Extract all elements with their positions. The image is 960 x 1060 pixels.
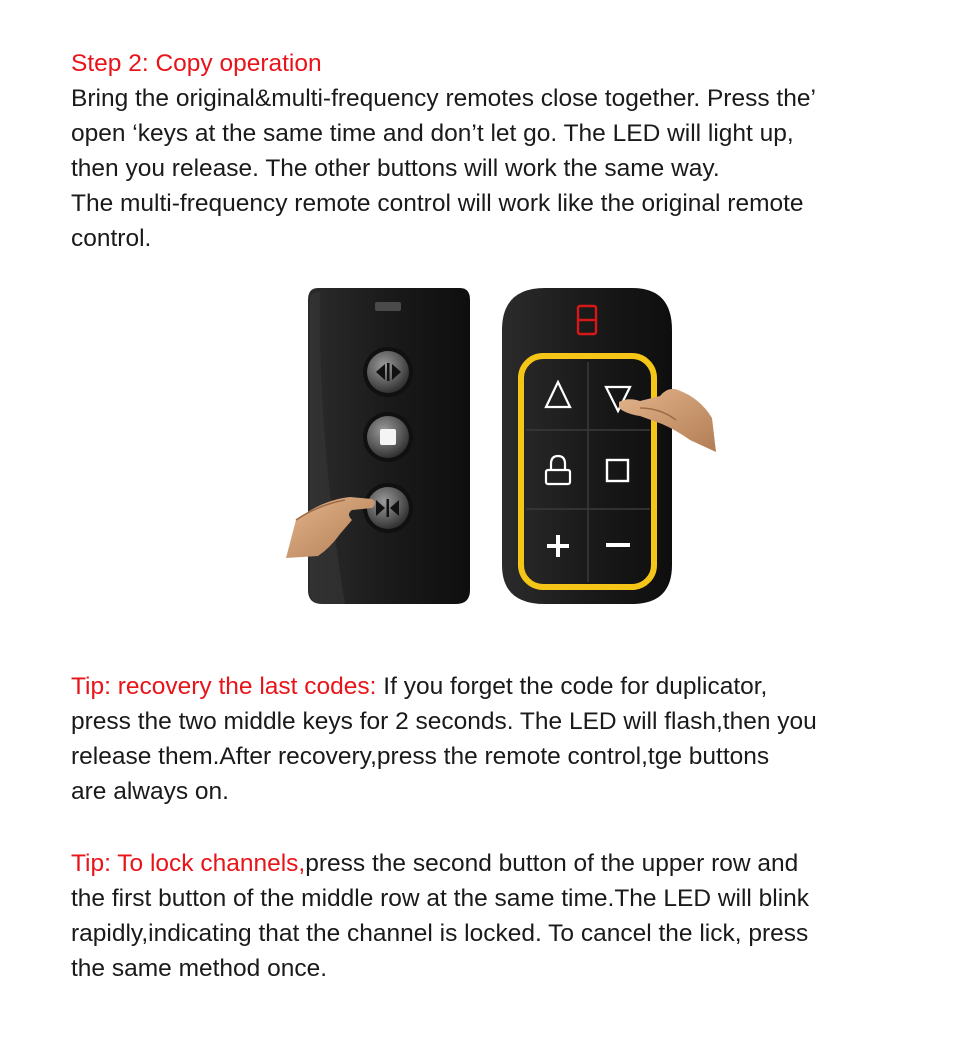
- tip-lock-section: [71, 846, 901, 986]
- tip-lock-line: rapidly,indicating that the channel is locked. To cancel the lick, press: [71, 920, 809, 947]
- tip-recovery-line: release them.After recovery,press the remote control,tge buttons: [71, 743, 770, 770]
- tip-recovery-text: If you forget the code for duplicator,: [376, 673, 768, 700]
- tip-recovery-line: press the two middle keys for 2 seconds. The LED will flash,then you: [71, 708, 817, 735]
- tip-lock-heading: Tip: To lock channels,: [71, 850, 306, 877]
- multi-frequency-remote: [502, 288, 716, 604]
- step-line: Bring the original&multi-frequency remotes close together. Press the’: [71, 85, 816, 112]
- step-line: The multi-frequency remote control will work like the original remote: [71, 190, 804, 217]
- tip-lock-line: the first button of the middle row at the same time.The LED will blink: [71, 885, 810, 912]
- stop-square-icon: [363, 412, 413, 462]
- open-close-icon: [363, 347, 413, 397]
- step-heading: Step 2: Copy operation: [71, 50, 322, 77]
- tip-recovery-line: are always on.: [71, 778, 229, 805]
- tip-recovery-section: [71, 669, 901, 809]
- original-led-window: [375, 302, 401, 311]
- tip-lock-text: press the second button of the upper row and: [305, 850, 799, 877]
- step-line: then you release. The other buttons will work the same way.: [71, 155, 720, 182]
- tip-lock-first-line: [71, 846, 901, 881]
- multi-remote-body: [502, 288, 672, 604]
- tip-recovery-heading: Tip: recovery the last codes:: [71, 673, 377, 700]
- tip-recovery-first-line: [71, 669, 901, 704]
- original-remote: [286, 288, 470, 604]
- step-line: control.: [71, 225, 152, 252]
- tip-lock-line: the same method once.: [71, 955, 328, 982]
- step-line: open ‘keys at the same time and don’t let go. The LED will light up,: [71, 120, 794, 147]
